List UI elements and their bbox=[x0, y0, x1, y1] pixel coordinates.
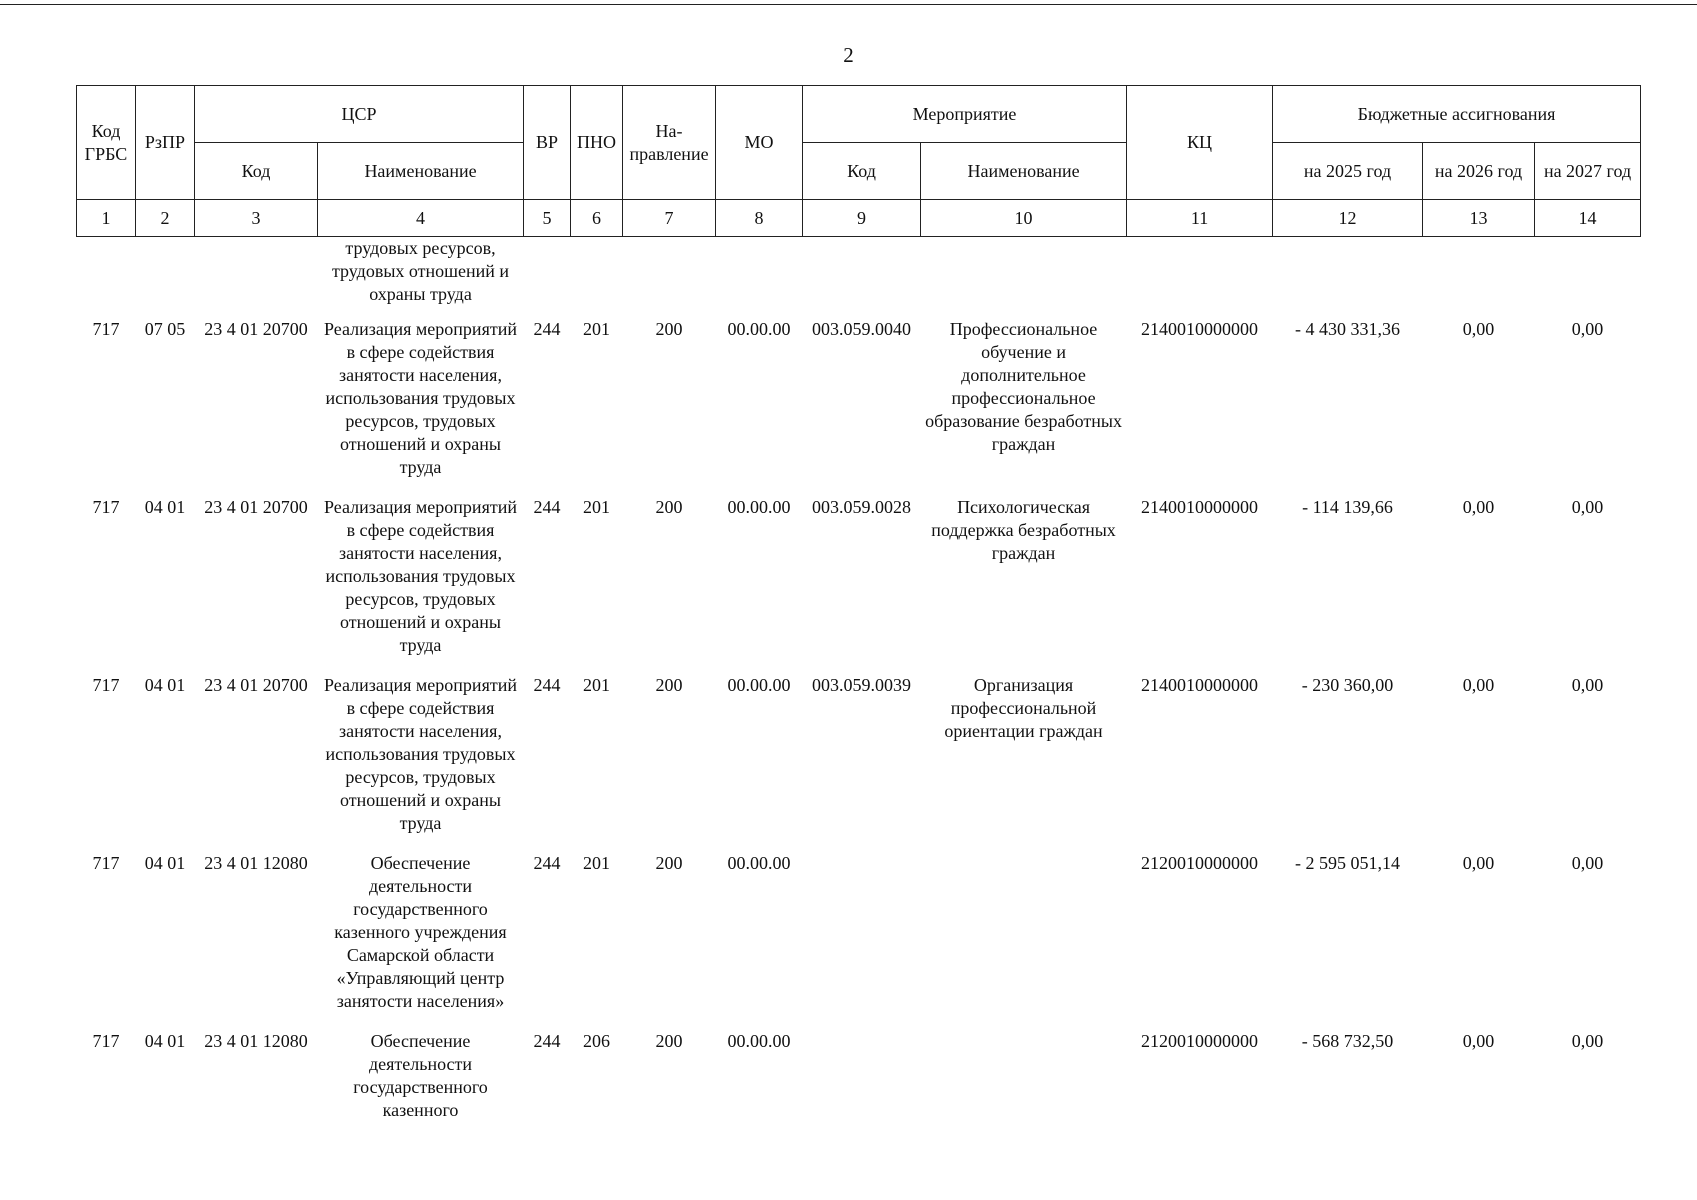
cell-amount-2025: - 4 430 331,36 bbox=[1295, 319, 1401, 339]
cell-direction: 200 bbox=[655, 675, 683, 695]
cell-rzpr: 04 01 bbox=[144, 853, 186, 873]
cell-kc: 2140010000000 bbox=[1141, 319, 1259, 339]
header-csr-name: Наименование bbox=[318, 143, 524, 200]
continuation-row bbox=[77, 237, 1641, 307]
column-number: 8 bbox=[716, 200, 803, 237]
column-number: 11 bbox=[1127, 200, 1273, 237]
header-rzpr: РзПР bbox=[136, 86, 195, 200]
cell-csr-name: Реализация мероприятий в сфере содействия занятости населения, использования трудовых ресурсов, трудовых отношений и охраны труда bbox=[324, 497, 517, 655]
cell-vr: 244 bbox=[533, 675, 561, 695]
table-row bbox=[77, 484, 1641, 662]
cell-direction: 200 bbox=[655, 1031, 683, 1051]
header-grbs: Код ГРБС bbox=[77, 86, 136, 200]
header-year-2026: на 2026 год bbox=[1423, 143, 1535, 200]
cell-vr: 244 bbox=[533, 853, 561, 873]
cell-vr: 244 bbox=[533, 319, 561, 339]
cell-event-code: 003.059.0028 bbox=[812, 497, 912, 517]
cell-rzpr: 04 01 bbox=[144, 675, 186, 695]
cell-vr: 244 bbox=[533, 1031, 561, 1051]
header-csr-code: Код bbox=[195, 143, 318, 200]
header-mo: МО bbox=[716, 86, 803, 200]
table-row bbox=[77, 840, 1641, 1018]
cell-csr-name: Реализация мероприятий в сфере содействия занятости населения, использования трудовых ресурсов, трудовых отношений и охраны труда bbox=[324, 675, 517, 833]
cell-event-name: Психологическая поддержка безработных граждан bbox=[931, 497, 1116, 563]
cell-rzpr: 04 01 bbox=[144, 1031, 186, 1051]
cell-amount-2027: 0,00 bbox=[1571, 675, 1604, 695]
continuation-text: трудовых ресурсов, трудовых отношений и охраны труда bbox=[331, 238, 510, 304]
cell-kc: 2120010000000 bbox=[1141, 853, 1259, 873]
cell-csr-code: 23 4 01 20700 bbox=[204, 497, 308, 517]
header-year-2025: на 2025 год bbox=[1273, 143, 1423, 200]
cell-amount-2027: 0,00 bbox=[1571, 319, 1604, 339]
cell-csr-name: Реализация мероприятий в сфере содействия занятости населения, использования трудовых ресурсов, трудовых отношений и охраны труда bbox=[324, 319, 517, 477]
column-number: 13 bbox=[1423, 200, 1535, 237]
cell-grbs: 717 bbox=[92, 1031, 120, 1051]
cell-kc: 2120010000000 bbox=[1141, 1031, 1259, 1051]
column-number: 5 bbox=[524, 200, 571, 237]
cell-mo: 00.00.00 bbox=[727, 1031, 791, 1051]
header-direction: На-правление bbox=[623, 86, 716, 200]
cell-amount-2027: 0,00 bbox=[1571, 853, 1604, 873]
cell-amount-2026: 0,00 bbox=[1462, 853, 1495, 873]
header-event-name: Наименование bbox=[921, 143, 1127, 200]
header-vr: ВР bbox=[524, 86, 571, 200]
table-row bbox=[77, 662, 1641, 840]
column-number: 4 bbox=[318, 200, 524, 237]
cell-event-code bbox=[803, 840, 921, 1018]
cell-grbs: 717 bbox=[92, 319, 120, 339]
column-number: 10 bbox=[921, 200, 1127, 237]
cell-rzpr: 04 01 bbox=[144, 497, 186, 517]
cell-amount-2026: 0,00 bbox=[1462, 497, 1495, 517]
cell-amount-2026: 0,00 bbox=[1462, 1031, 1495, 1051]
cell-event-name bbox=[921, 1018, 1127, 1127]
table-row bbox=[77, 306, 1641, 484]
cell-direction: 200 bbox=[655, 497, 683, 517]
cell-event-code: 003.059.0039 bbox=[812, 675, 912, 695]
cell-event-name bbox=[921, 840, 1127, 1018]
cell-csr-name: Обеспечение деятельности государственного казенного учреждения Самарской области «Управляющий центр занятости населения» bbox=[334, 853, 507, 1011]
column-number: 9 bbox=[803, 200, 921, 237]
cell-direction: 200 bbox=[655, 853, 683, 873]
column-number: 6 bbox=[571, 200, 623, 237]
cell-event-name: Профессиональное обучение и дополнительное профессиональное образование безработных граждан bbox=[925, 319, 1122, 454]
cell-direction: 200 bbox=[655, 319, 683, 339]
header-budget: Бюджетные ассигнования bbox=[1273, 86, 1641, 143]
cell-amount-2025: - 568 732,50 bbox=[1301, 1031, 1394, 1051]
cell-amount-2025: - 230 360,00 bbox=[1301, 675, 1394, 695]
cell-amount-2025: - 114 139,66 bbox=[1302, 497, 1393, 517]
cell-amount-2026: 0,00 bbox=[1462, 319, 1495, 339]
cell-csr-name: Обеспечение деятельности государственного казенного bbox=[353, 1031, 488, 1120]
cell-event-code bbox=[803, 1018, 921, 1127]
cell-pno: 201 bbox=[583, 853, 611, 873]
header-pno: ПНО bbox=[571, 86, 623, 200]
cell-grbs: 717 bbox=[92, 497, 120, 517]
cell-pno: 206 bbox=[583, 1031, 611, 1051]
cell-grbs: 717 bbox=[92, 675, 120, 695]
cell-kc: 2140010000000 bbox=[1141, 497, 1259, 517]
cell-csr-code: 23 4 01 12080 bbox=[204, 1031, 308, 1051]
budget-table bbox=[76, 85, 1641, 1127]
header-event-code: Код bbox=[803, 143, 921, 200]
column-number: 12 bbox=[1273, 200, 1423, 237]
column-number: 7 bbox=[623, 200, 716, 237]
cell-mo: 00.00.00 bbox=[727, 675, 791, 695]
cell-amount-2027: 0,00 bbox=[1571, 1031, 1604, 1051]
cell-pno: 201 bbox=[583, 319, 611, 339]
cell-amount-2026: 0,00 bbox=[1462, 675, 1495, 695]
cell-pno: 201 bbox=[583, 675, 611, 695]
table-row bbox=[77, 1018, 1641, 1127]
cell-csr-code: 23 4 01 20700 bbox=[204, 319, 308, 339]
cell-kc: 2140010000000 bbox=[1141, 675, 1259, 695]
cell-rzpr: 07 05 bbox=[144, 319, 186, 339]
column-number: 2 bbox=[136, 200, 195, 237]
cell-pno: 201 bbox=[583, 497, 611, 517]
header-year-2027: на 2027 год bbox=[1535, 143, 1641, 200]
header-event: Мероприятие bbox=[803, 86, 1127, 143]
cell-csr-code: 23 4 01 20700 bbox=[204, 675, 308, 695]
cell-event-code: 003.059.0040 bbox=[812, 319, 912, 339]
top-rule bbox=[0, 4, 1697, 5]
cell-vr: 244 bbox=[533, 497, 561, 517]
column-number: 14 bbox=[1535, 200, 1641, 237]
column-number: 3 bbox=[195, 200, 318, 237]
cell-mo: 00.00.00 bbox=[727, 853, 791, 873]
header-csr: ЦСР bbox=[195, 86, 524, 143]
cell-grbs: 717 bbox=[92, 853, 120, 873]
cell-amount-2025: - 2 595 051,14 bbox=[1295, 853, 1401, 873]
page-number: 2 bbox=[843, 43, 854, 67]
cell-mo: 00.00.00 bbox=[727, 497, 791, 517]
cell-amount-2027: 0,00 bbox=[1571, 497, 1604, 517]
cell-event-name: Организация профессиональной ориентации граждан bbox=[944, 675, 1103, 741]
header-kc: КЦ bbox=[1127, 86, 1273, 200]
cell-csr-code: 23 4 01 12080 bbox=[204, 853, 308, 873]
column-number: 1 bbox=[77, 200, 136, 237]
cell-mo: 00.00.00 bbox=[727, 319, 791, 339]
